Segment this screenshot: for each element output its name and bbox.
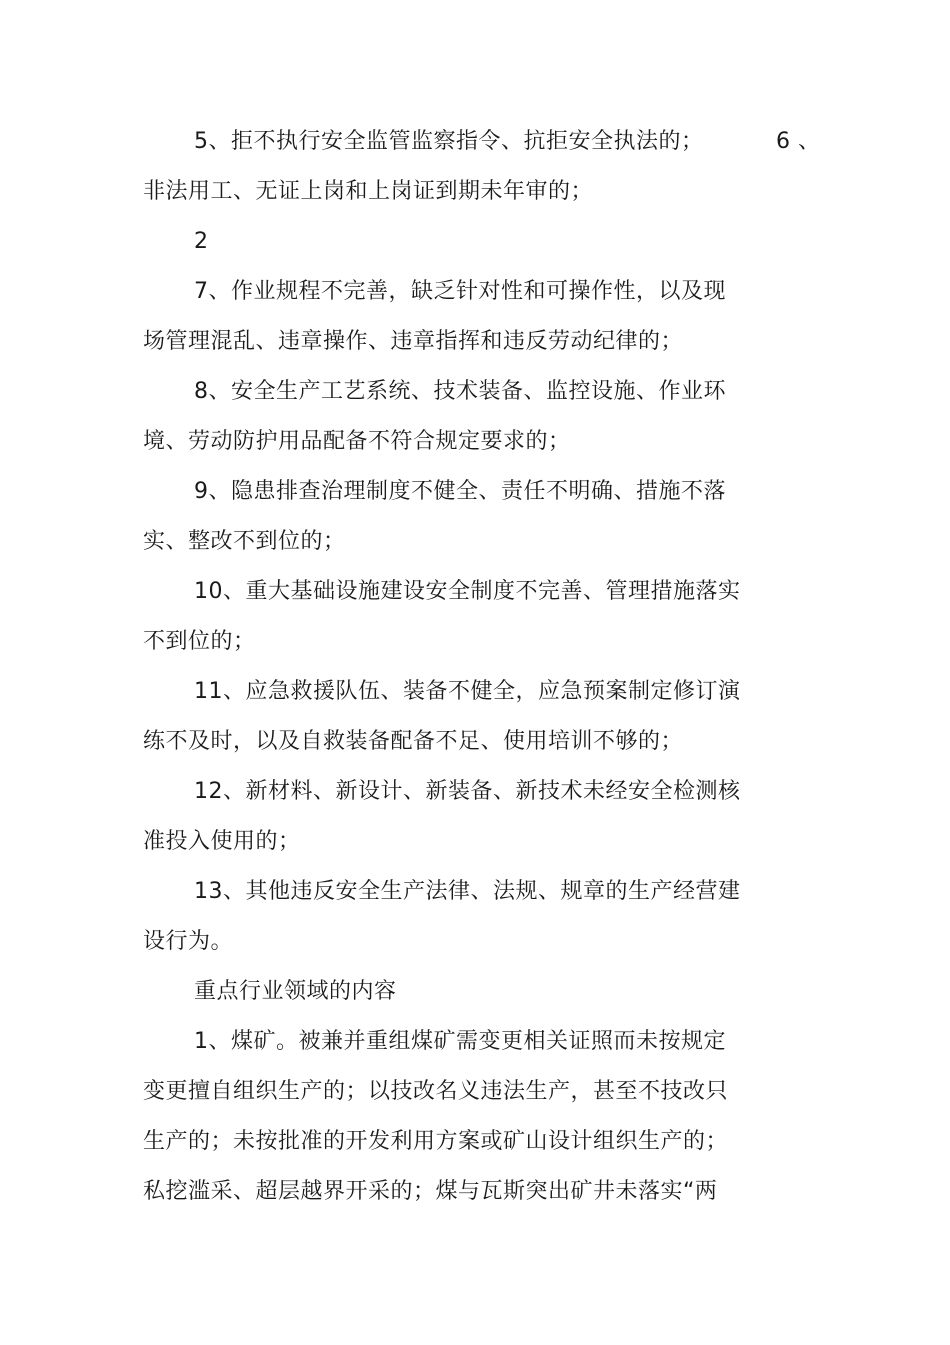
text-line: 8、安全生产工艺系统、技术装备、监控设施、作业环 [194,379,726,404]
text-line: 私挖滥采、超层越界开采的；煤与瓦斯突出矿井未落实“两 [143,1179,718,1204]
text-line: 7、作业规程不完善，缺乏针对性和可操作性，以及现 [194,279,726,304]
text-line: 5、拒不执行安全监管监察指令、抗拒安全执法的； [194,129,704,154]
text-line: 13、其他违反安全生产法律、法规、规章的生产经营建 [194,879,741,904]
text-line: 变更擅自组织生产的；以技改名义违法生产，甚至不技改只 [143,1079,729,1104]
text-line: 10、重大基础设施建设安全制度不完善、管理措施落实 [194,579,741,604]
text-line: 场管理混乱、违章操作、违章指挥和违反劳动纪律的； [143,329,684,354]
text-line: 境、劳动防护用品配备不符合规定要求的； [143,429,571,454]
text-line: 9、隐患排查治理制度不健全、责任不明确、措施不落 [194,479,726,504]
text-line: 6 、 [776,129,821,154]
text-line: 生产的；未按批准的开发利用方案或矿山设计组织生产的； [143,1129,729,1154]
text-line: 设行为。 [143,929,234,954]
text-line: 1、煤矿。被兼并重组煤矿需变更相关证照而未按规定 [194,1029,726,1054]
page-number: 2 [194,229,209,254]
text-line: 11、应急救援队伍、装备不健全，应急预案制定修订演 [194,679,741,704]
text-line: 不到位的； [143,629,256,654]
text-line: 练不及时，以及自救装备配备不足、使用培训不够的； [143,729,684,754]
text-line: 准投入使用的； [143,829,301,854]
section-heading: 重点行业领域的内容 [194,979,397,1004]
text-line: 非法用工、无证上岗和上岗证到期未年审的； [143,179,594,204]
text-line: 实、整改不到位的； [143,529,346,554]
text-line: 12、新材料、新设计、新装备、新技术未经安全检测核 [194,779,741,804]
